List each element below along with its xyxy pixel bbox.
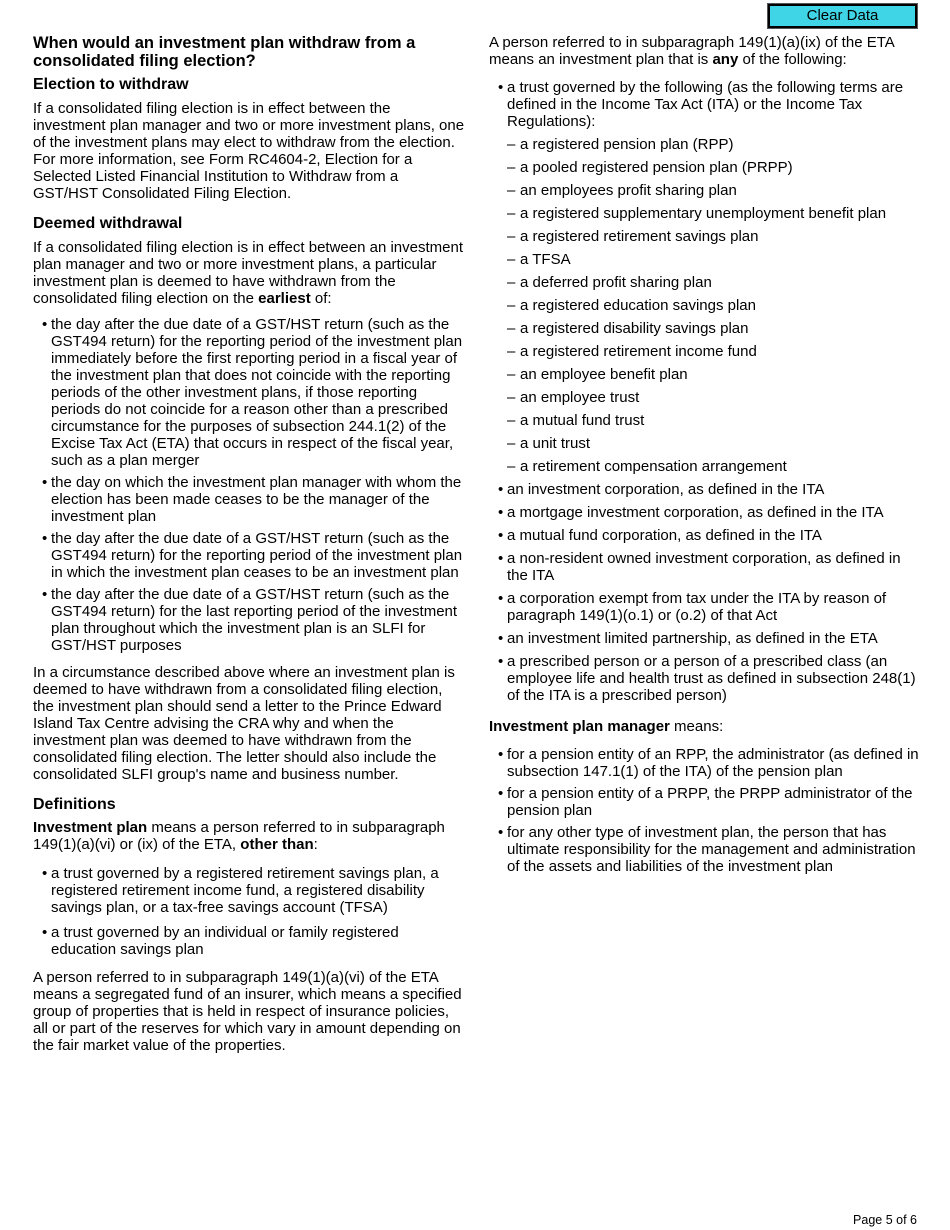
- list-item: – a registered pension plan (RPP): [489, 136, 919, 153]
- manager-definition: Investment plan manager means:: [489, 718, 724, 735]
- list-item: – a retirement compensation arrangement: [489, 458, 919, 475]
- list-item: – a unit trust: [489, 435, 919, 452]
- list-item: • a mortgage investment corporation, as defined in the ITA: [489, 504, 919, 521]
- list-item: – a registered retirement income fund: [489, 343, 919, 360]
- list-item: • a non-resident owned investment corporation, as defined in the ITA: [489, 550, 919, 584]
- list-item: • an investment corporation, as defined in the ITA: [489, 481, 919, 498]
- list-item: – an employee trust: [489, 389, 919, 406]
- earliest-emphasis: earliest: [258, 290, 311, 307]
- right-intro: A person referred to in subparagraph 149(1)(a)(ix) of the ETA means an investment plan that is any of the following:: [489, 34, 894, 68]
- election-title: Election to withdraw: [33, 76, 189, 93]
- page-number: Page 5 of 6: [853, 1213, 917, 1227]
- list-item: – a registered disability savings plan: [489, 320, 919, 337]
- list-item: – a registered supplementary unemployment benefit plan: [489, 205, 919, 222]
- list-item: • the day after the due date of a GST/HST return (such as the GST494 return) for the last reporting period of the investment plan throughout which the investment plan is an SLFI for GST/HST purposes: [33, 586, 465, 654]
- list-item: • the day after the due date of a GST/HST return (such as the GST494 return) for the reporting period of the investment plan immediately before the first reporting period in a fiscal year of the investment plan that does not coincide with the reporting periods of the other investment plans, if those reporting periods do not coincide for a reason other than a prescribed circumstance for the purposes of subsection 244.1(2) of the Excise Tax Act (ETA) that occurs in respect of the fiscal year, such as a plan merger: [33, 316, 465, 469]
- right-column: [489, 34, 919, 875]
- corporation-list: [489, 481, 919, 704]
- list-item: • the day on which the investment plan manager with whom the election has been made ceases to be the manager of the investment plan: [33, 474, 465, 525]
- list-item: – a registered retirement savings plan: [489, 228, 919, 245]
- list-item: • a trust governed by a registered retirement savings plan, a registered retirement income fund, a registered disability savings plan, or a tax-free savings account (TFSA): [33, 865, 465, 916]
- list-item: – a registered education savings plan: [489, 297, 919, 314]
- clear-data-button[interactable]: Clear Data: [768, 4, 917, 28]
- list-item: • a trust governed by the following (as the following terms are defined in the Income Tax Act (ITA) or the Income Tax Regulations):: [489, 79, 919, 130]
- definitions-title: Definitions: [33, 796, 116, 813]
- list-item: • for a pension entity of a PRPP, the PRPP administrator of the pension plan: [489, 785, 919, 819]
- election-text: If a consolidated filing election is in effect between the investment plan manager and two or more investment plans, one of the investment plans may elect to withdraw from the election. For more information, see Form RC4604-2, Election for a Selected Listed Financial Institution to Withdraw from a GST/HST Consolidated Filing Election.: [33, 100, 465, 202]
- list-item: – a mutual fund trust: [489, 412, 919, 429]
- manager-list: [489, 746, 919, 875]
- left-column: [33, 34, 465, 1054]
- list-item: • for a pension entity of an RPP, the administrator (as defined in subsection 147.1(1) of the ITA) of the pension plan: [489, 746, 919, 780]
- list-item: • a trust governed by an individual or family registered education savings plan: [33, 924, 465, 958]
- list-item: • a prescribed person or a person of a prescribed class (an employee life and health trust as defined in subsection 248(1) of the ITA is a prescribed person): [489, 653, 919, 704]
- any-emphasis: any: [712, 51, 739, 68]
- list-item: – a pooled registered pension plan (PRPP): [489, 159, 919, 176]
- deemed-closing: In a circumstance described above where an investment plan is deemed to have withdrawn from a consolidated filing election, the investment plan should send a letter to the Prince Edward Island Tax Centre advising the CRA why and when the investment plan was deemed to have withdrawn from the consolidated filing election. The letter should also include the consolidated SLFI group's name and business number.: [33, 664, 455, 783]
- list-item: • the day after the due date of a GST/HST return (such as the GST494 return) for the reporting period of the investment plan in which the investment plan ceases to be an investment plan: [33, 530, 465, 581]
- list-item: • a mutual fund corporation, as defined in the ITA: [489, 527, 919, 544]
- qualifying-list: [489, 79, 919, 130]
- list-item: • for any other type of investment plan, the person that has ultimate responsibility for the management and administration of the assets and liabilities of the investment plan: [489, 824, 919, 875]
- section-heading: When would an investment plan withdraw from a consolidated filing election?: [33, 34, 416, 70]
- list-item: – an employees profit sharing plan: [489, 182, 919, 199]
- list-item: • an investment limited partnership, as defined in the ETA: [489, 630, 919, 647]
- list-item: • a corporation exempt from tax under the ITA by reason of paragraph 149(1)(o.1) or (o.2) of that Act: [489, 590, 919, 624]
- list-item: – an employee benefit plan: [489, 366, 919, 383]
- deemed-list: [33, 316, 465, 654]
- segregated-fund-text: A person referred to in subparagraph 149(1)(a)(vi) of the ETA means a segregated fund of an insurer, which means a specified group of properties that is held in respect of insurance policies, all or part of the reserves for which vary in amount depending on the fair market value of the properties.: [33, 969, 462, 1054]
- deemed-intro: If a consolidated filing election is in effect between an investment plan manager and two or more investment plans, a particular investment plan is deemed to have withdrawn from the consolidated filing election on the earliest of:: [33, 239, 463, 307]
- investment-plan-definition: Investment plan means a person referred to in subparagraph 149(1)(a)(vi) or (ix) of the ETA, other than:: [33, 819, 445, 853]
- list-item: – a deferred profit sharing plan: [489, 274, 919, 291]
- deemed-title: Deemed withdrawal: [33, 215, 183, 232]
- list-item: – a TFSA: [489, 251, 919, 268]
- exclusion-list: [33, 865, 465, 958]
- trust-sublist: [489, 136, 919, 475]
